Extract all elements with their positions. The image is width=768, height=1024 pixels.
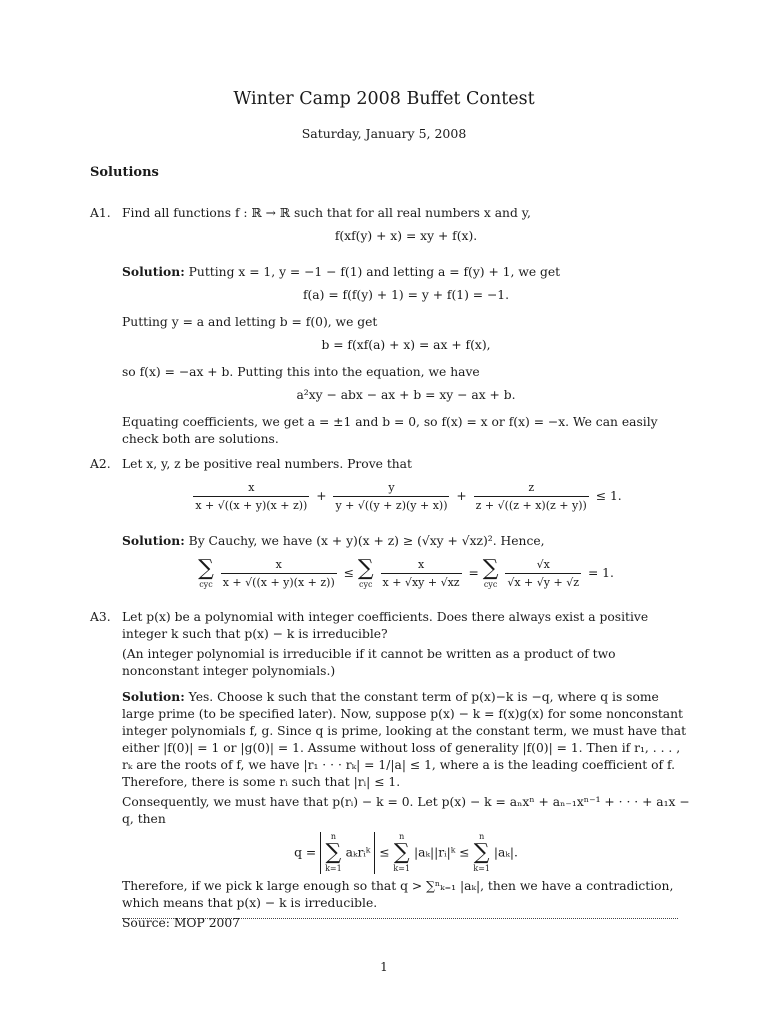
denominator: x + √((x + y)(x + z)): [222, 576, 335, 589]
fraction: [505, 556, 581, 591]
sum-term: |aₖ||rᵢ|ᵏ: [413, 845, 456, 860]
problem-number: A1.: [90, 206, 111, 220]
solution-paragraph: [122, 263, 690, 281]
solution-paragraph: [122, 688, 690, 791]
display-equation: f(a) = f(f(y) + 1) = y + f(1) = −1.: [302, 288, 510, 302]
denominator: x + √xy + √xz: [382, 576, 460, 589]
solution-paragraph: [122, 532, 690, 550]
problem-a1: [90, 205, 690, 448]
numerator: x: [221, 556, 337, 574]
equation-lhs: q =: [294, 845, 317, 860]
sum-subscript: cyc: [483, 579, 498, 589]
denominator: x + √((x + y)(x + z)): [195, 499, 308, 512]
problem-statement: Let p(x) be a polynomial with integer coefficients. Does there always exist a positive integer k such that p(x) − k is irreducible?: [122, 610, 649, 641]
equation-end: = 1.: [587, 566, 614, 580]
numerator: y: [333, 479, 449, 497]
sum-superscript: n: [399, 832, 405, 841]
solution-text: so f(x) = −ax + b. Putting this into the equation, we have: [122, 365, 480, 379]
fraction: [193, 479, 309, 514]
display-inequality: $\frac{x}{x + √((x + y)(x + z))}$ + $\frac{y}{y + √((y + z)(y + x))}$ + $\frac{z}{z + √((z + x)(z + y))}$ ≤ 1.: [195, 481, 622, 512]
fraction: [474, 479, 589, 514]
sum-operator: n ∑ k=1: [325, 832, 342, 873]
inequality-end: ≤ 1.: [595, 489, 622, 503]
page-number: 1: [380, 960, 388, 974]
fraction: [381, 556, 462, 591]
numerator: z: [474, 479, 589, 497]
problem-statement: Let x, y, z be positive real numbers. Prove that: [122, 457, 412, 471]
problem-statement: Find all functions f : ℝ → ℝ such that for all real numbers x and y,: [122, 206, 531, 220]
numerator: x: [193, 479, 309, 497]
numerator: x: [381, 556, 462, 574]
solution-label: Solution:: [122, 533, 185, 548]
sum-operator: n ∑ k=1: [473, 832, 490, 873]
display-equation: b = f(xf(a) + x) = ax + f(x),: [321, 338, 491, 352]
display-equation: a²xy − abx − ax + b = xy − ax + b.: [296, 388, 516, 402]
solution-label: Solution:: [122, 689, 185, 704]
problem-a3: [90, 609, 690, 932]
sum-term: |aₖ|.: [493, 845, 518, 860]
denominator: √x + √y + √z: [507, 576, 580, 589]
numerator: √x: [505, 556, 581, 574]
sum-superscript: n: [330, 832, 336, 841]
denominator: y + √((y + z)(y + x)): [335, 499, 448, 512]
sum-term: aₖrᵢᵏ: [345, 845, 371, 860]
solution-text: Consequently, we must have that p(rᵢ) − k = 0. Let p(x) − k = aₙxⁿ + aₙ₋₁xⁿ⁻¹ + · · · + a₁x − q, then: [122, 795, 690, 826]
solution-text: Putting y = a and letting b = f(0), we get: [122, 315, 378, 329]
fraction: [221, 556, 337, 591]
document-title: Winter Camp 2008 Buffet Contest: [233, 89, 535, 109]
sum-subscript: cyc: [358, 579, 373, 589]
solution-text: Yes. Choose k such that the constant term of p(x)−k is −q, where q is some large prime (to be specified later). Now, suppose p(x) − k = f(x)g(x) for some nonconstant integer polynomials f, g. Since q is prime, looking at the constant term, we must have that either |f(0)| = 1 or |g(0)| = 1. Assume without loss of generality |f(0)| = 1. Then if r₁, . . . , rₖ are the roots of f, we have |r₁ · · · rₖ| = 1/|a| ≤ 1, where a is the leading coefficient of f. Therefore, there is some rᵢ such that |rᵢ| ≤ 1.: [122, 690, 687, 789]
fraction: [333, 479, 449, 514]
document-date: Saturday, January 5, 2008: [301, 126, 467, 141]
solution-text: Putting x = 1, y = −1 − f(1) and letting a = f(y) + 1, we get: [188, 265, 561, 279]
sum-operator: ∑ cyc: [357, 555, 374, 589]
problem-note: (An integer polynomial is irreducible if it cannot be written as a product of two nonconstant integer polynomials.): [122, 647, 616, 678]
sum-subscript: k=1: [393, 864, 411, 873]
sum-subscript: cyc: [199, 579, 213, 589]
problem-number: A3.: [90, 610, 111, 624]
solution-text: Therefore, if we pick k large enough so that q > ∑ⁿₖ₌₁ |aₖ|, then we have a contradiction, which means that p(x) − k is irreducible.: [122, 879, 674, 910]
source-line: Source: MOP 2007: [122, 916, 240, 930]
display-equation: ∑ cyc $\frac{x}{x + √((x + y)(x + z))}$ ≤ ∑ cyc $\frac{x}{x + √xy + √xz}$ = ∑ cyc $\frac{√x}{√x + √y + √z}$ = 1.: [198, 555, 614, 589]
content-body: [90, 205, 690, 932]
dotted-separator: [122, 918, 678, 919]
absolute-value: [320, 832, 375, 874]
sum-operator: ∑ cyc: [198, 555, 214, 589]
problem-number: A2.: [90, 457, 111, 471]
sum-subscript: k=1: [325, 864, 342, 873]
sum-superscript: n: [479, 832, 485, 841]
display-equation: f(xf(y) + x) = xy + f(x).: [334, 229, 478, 243]
section-heading: Solutions: [90, 165, 159, 180]
problem-a2: [90, 456, 690, 591]
denominator: z + √((z + x)(z + y)): [475, 499, 587, 512]
sum-operator: ∑ cyc: [482, 555, 499, 589]
sum-operator: n ∑ k=1: [393, 832, 411, 873]
solution-text: Equating coefficients, we get a = ±1 and b = 0, so f(x) = x or f(x) = −x. We can easily check both are solutions.: [122, 415, 658, 446]
solution-text: By Cauchy, we have (x + y)(x + z) ≥ (√xy + √xz)². Hence,: [188, 534, 545, 548]
solution-label: Solution:: [122, 264, 185, 279]
display-equation: q = n ∑ k=1 aₖrᵢᵏ ≤ n ∑ k=1 |aₖ||rᵢ|ᵏ ≤ n ∑ k=1 |aₖ|.: [294, 832, 518, 873]
sum-subscript: k=1: [473, 864, 490, 873]
